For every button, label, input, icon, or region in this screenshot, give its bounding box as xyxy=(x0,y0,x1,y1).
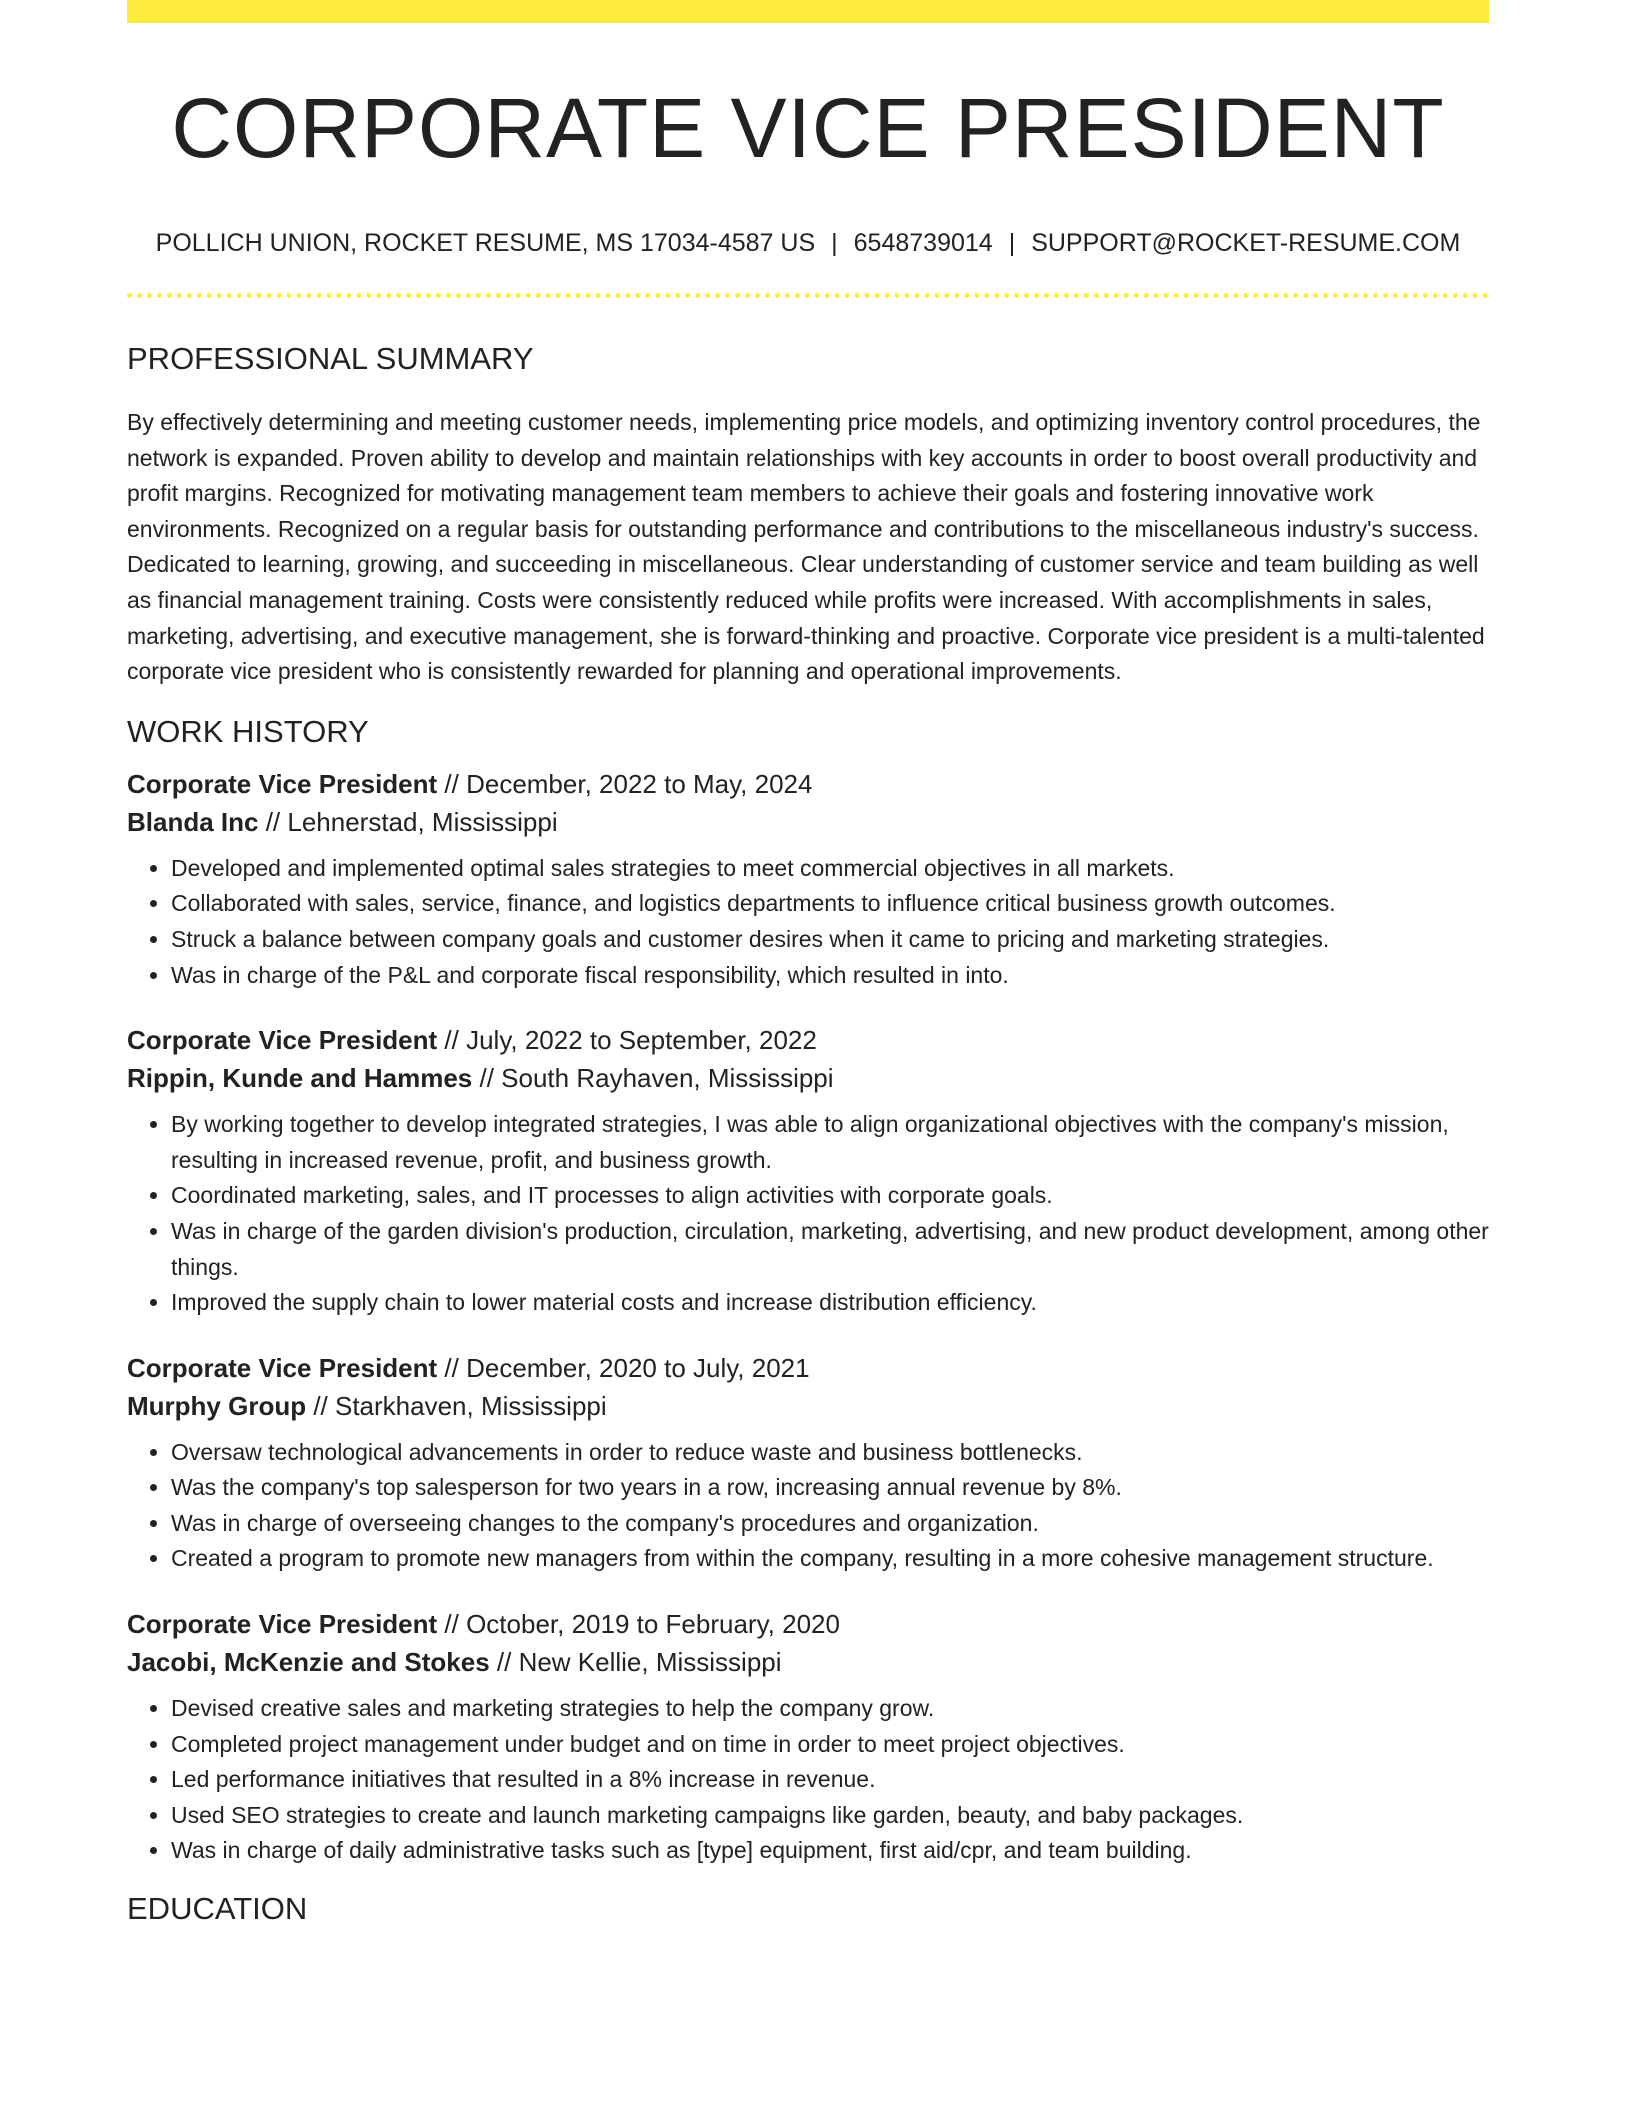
contact-separator: | xyxy=(1008,229,1016,257)
job-bullet: • Coordinated marketing, sales, and IT processes to align activities with corporate goals. xyxy=(171,1178,1489,1214)
job-title-line xyxy=(127,1605,1489,1643)
work-history-heading: WORK HISTORY xyxy=(127,713,369,749)
job-company-line xyxy=(127,803,1489,841)
education-heading: EDUCATION xyxy=(127,1891,308,1927)
contact-line xyxy=(127,228,1489,258)
job-dates: // December, 2020 to July, 2021 xyxy=(437,1352,810,1383)
job-bullet: • Oversaw technological advancements in order to reduce waste and business bottlenecks. xyxy=(171,1435,1489,1471)
summary-text: By effectively determining and meeting customer needs, implementing price models, and optimizing inventory control procedures, the network is expanded. Proven ability to develop and maintain relationships with key accounts in order to boost overall productivity and profit margins. Recognized for motivating management team members to achieve their goals and fostering innovative work environments. Recognized on a regular basis for outstanding performance and contributions to the miscellaneous industry's success. Dedicated to learning, growing, and succeeding in miscellaneous. Clear understanding of customer service and team building as well as financial management training. Costs were consistently reduced while profits were increased. With accomplishments in sales, marketing, advertising, and executive management, she is forward-thinking and proactive. Corporate vice president is a multi-talented corporate vice president who is consistently rewarded for planning and operational improvements. xyxy=(127,409,1485,685)
job-bullet: • Devised creative sales and marketing strategies to help the company grow. xyxy=(171,1691,1489,1727)
job-company-line xyxy=(127,1059,1489,1097)
job-bullet: • Developed and implemented optimal sales strategies to meet commercial objectives in all markets. xyxy=(171,851,1489,887)
job-bullets xyxy=(127,1435,1489,1577)
job-bullet: • Struck a balance between company goals and customer desires when it came to pricing and marketing strategies. xyxy=(171,922,1489,958)
job-location: // Starkhaven, Mississippi xyxy=(306,1390,607,1421)
job-bullets xyxy=(127,1107,1489,1321)
job-role: Corporate Vice President xyxy=(127,1352,438,1383)
job-company: Murphy Group xyxy=(127,1390,307,1421)
contact-separator: | xyxy=(831,229,838,257)
job-title-line xyxy=(127,1349,1489,1387)
job-role: Corporate Vice President xyxy=(127,1025,438,1056)
job-bullet: • Completed project management under budget and on time in order to meet project objectives. xyxy=(171,1727,1489,1763)
job-bullet: • Was in charge of the garden division's production, circulation, marketing, advertising, and new product development, among other things. xyxy=(171,1214,1489,1285)
job-entry xyxy=(127,1349,1489,1577)
job-company: Rippin, Kunde and Hammes xyxy=(127,1063,473,1094)
job-entry xyxy=(127,765,1489,993)
job-role: Corporate Vice President xyxy=(127,768,438,799)
job-entry xyxy=(127,1605,1489,1869)
job-bullet: • By working together to develop integrated strategies, I was able to align organizational objectives with the company's mission, resulting in increased revenue, profit, and business growth. xyxy=(171,1107,1489,1178)
job-bullets xyxy=(127,851,1489,993)
job-dates: // July, 2022 to September, 2022 xyxy=(437,1025,817,1056)
job-entry xyxy=(127,1021,1489,1321)
job-location: // South Rayhaven, Mississippi xyxy=(472,1063,834,1094)
job-dates: // December, 2022 to May, 2024 xyxy=(437,768,813,799)
job-bullet: • Improved the supply chain to lower material costs and increase distribution efficiency. xyxy=(171,1285,1489,1321)
job-company-line xyxy=(127,1643,1489,1681)
contact-address: POLLICH UNION, ROCKET RESUME, MS 17034-4587 US xyxy=(155,229,816,257)
resume-name: CORPORATE VICE PRESIDENT xyxy=(171,81,1445,175)
job-bullet: • Created a program to promote new managers from within the company, resulting in a more cohesive management structure. xyxy=(171,1541,1489,1577)
job-bullet: • Was in charge of daily administrative tasks such as [type] equipment, first aid/cpr, and team building. xyxy=(171,1833,1489,1869)
resume-content xyxy=(127,0,1489,1929)
contact-phone: 6548739014 xyxy=(853,229,993,257)
job-bullet: • Led performance initiatives that resulted in a 8% increase in revenue. xyxy=(171,1762,1489,1798)
job-company: Blanda Inc xyxy=(127,806,259,837)
dotted-divider xyxy=(127,293,1489,298)
contact-email: SUPPORT@ROCKET-RESUME.COM xyxy=(1031,229,1461,257)
job-role: Corporate Vice President xyxy=(127,1609,438,1640)
job-bullet: • Was the company's top salesperson for two years in a row, increasing annual revenue by 8%. xyxy=(171,1470,1489,1506)
job-bullet: • Was in charge of the P&L and corporate fiscal responsibility, which resulted in into. xyxy=(171,958,1489,994)
job-bullet: • Was in charge of overseeing changes to the company's procedures and organization. xyxy=(171,1506,1489,1542)
job-location: // New Kellie, Mississippi xyxy=(489,1647,782,1678)
job-company: Jacobi, McKenzie and Stokes xyxy=(127,1647,490,1678)
job-dates: // October, 2019 to February, 2020 xyxy=(437,1609,840,1640)
job-location: // Lehnerstad, Mississippi xyxy=(258,806,558,837)
summary-heading: PROFESSIONAL SUMMARY xyxy=(127,341,534,376)
job-title-line xyxy=(127,1021,1489,1059)
job-bullets xyxy=(127,1691,1489,1869)
job-bullet: • Collaborated with sales, service, finance, and logistics departments to influence critical business growth outcomes. xyxy=(171,886,1489,922)
job-bullet: • Used SEO strategies to create and launch marketing campaigns like garden, beauty, and baby packages. xyxy=(171,1798,1489,1834)
job-title-line xyxy=(127,765,1489,803)
job-company-line xyxy=(127,1387,1489,1425)
